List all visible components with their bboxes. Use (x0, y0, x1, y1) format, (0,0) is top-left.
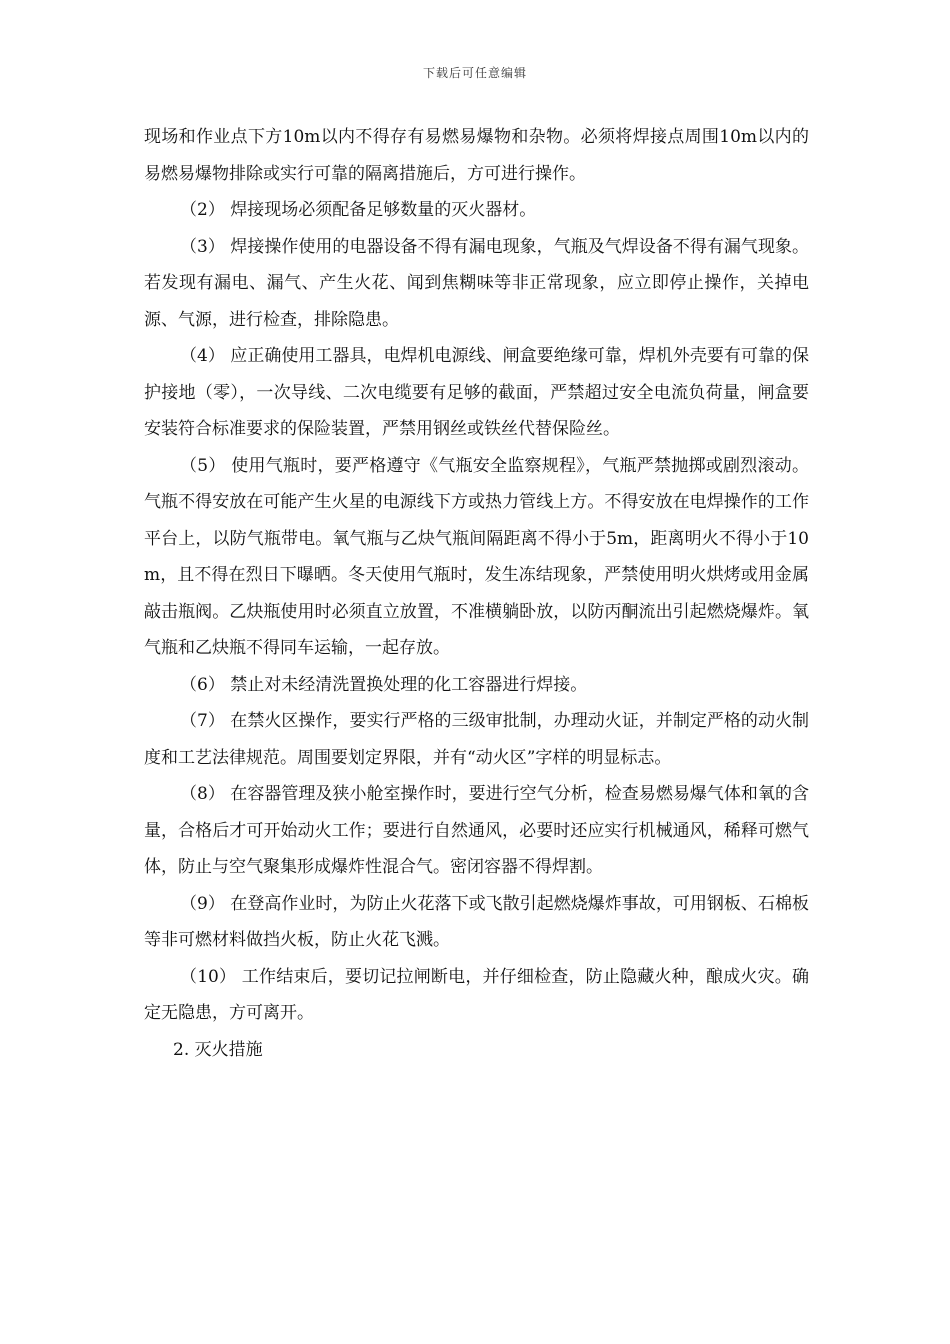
paragraph-continuation: 现场和作业点下方10m以内不得存有易燃易爆物和杂物。必须将焊接点周围10m以内的易燃易爆物排除或实行可靠的隔离措施后，方可进行操作。 (144, 127, 809, 184)
paragraph-item-9: （9） 在登高作业时，为防止火花落下或飞散引起燃烧爆炸事故，可用钢板、石棉板等非可燃材料做挡火板，防止火花飞溅。 (144, 893, 809, 950)
page-header-note: 下载后可任意编辑 (422, 66, 527, 80)
section-heading: 2. 灭火措施 (173, 1039, 263, 1060)
paragraph-item-7: （7） 在禁火区操作，要实行严格的三级审批制，办理动火证，并制定严格的动火制度和工艺法律规范。周围要划定界限，并有“动火区”字样的明显标志。 (144, 711, 809, 768)
paragraph-item-6: （6） 禁止对未经清洗置换处理的化工容器进行焊接。 (180, 674, 588, 695)
paragraph-item-8: （8） 在容器管理及狭小舱室操作时，要进行空气分析，检查易燃易爆气体和氧的含量，合格后才可开始动火工作；要进行自然通风，必要时还应实行机械通风，稀释可燃气体，防止与空气聚集形成爆炸性混合气。密闭容器不得焊割。 (144, 784, 809, 877)
paragraph-item-3: （3） 焊接操作使用的电器设备不得有漏电现象，气瓶及气焊设备不得有漏气现象。若发现有漏电、漏气、产生火花、闻到焦糊味等非正常现象，应立即停止操作，关掉电源、气源，进行检查，排除隐患。 (144, 236, 809, 330)
paragraph-item-2: （2） 焊接现场必须配备足够数量的灭火器材。 (180, 200, 537, 220)
paragraph-item-10: （10） 工作结束后，要切记拉闸断电，并仔细检查，防止隐藏火种，酿成火灾。确定无隐患，方可离开。 (144, 966, 809, 1023)
paragraph-item-5: （5） 使用气瓶时，要严格遵守《气瓶安全监察规程》，气瓶严禁抛掷或剧烈滚动。气瓶不得安放在可能产生火星的电源线下方或热力管线上方。不得安放在电焊操作的工作平台上，以防气瓶带电。氧气瓶与乙炔气瓶间隔距离不得小于5m，距离明火不得小于10m，且不得在烈日下曝晒。冬天使用气瓶时，发生冻结现象，严禁使用明火烘烤或用金属敲击瓶阀。乙炔瓶使用时必须直立放置，不准横躺卧放，以防丙酮流出引起燃烧爆炸。氧气瓶和乙炔瓶不得同车运输，一起存放。 (144, 455, 809, 658)
document-body (144, 119, 809, 1068)
paragraph-item-4: （4） 应正确使用工器具，电焊机电源线、闸盒要绝缘可靠，焊机外壳要有可靠的保护接地（零），一次导线、二次电缆要有足够的截面，严禁超过安全电流负荷量，闸盒要安装符合标准要求的保险装置，严禁用钢丝或铁丝代替保险丝。 (144, 346, 809, 439)
